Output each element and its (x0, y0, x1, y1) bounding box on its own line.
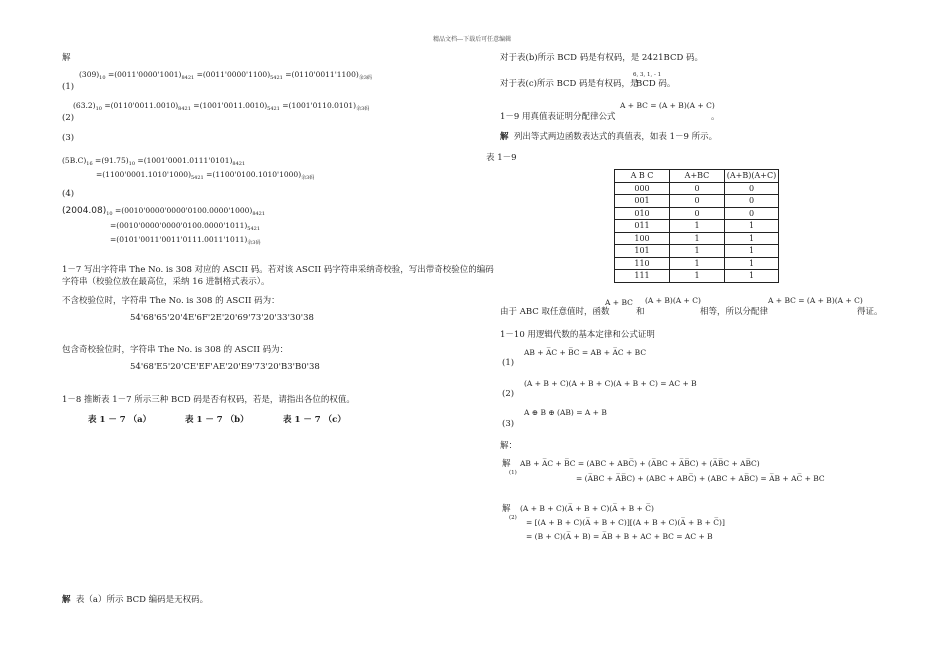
conclusion-equal: 相等，所以分配律 (700, 307, 769, 317)
table-1-7a-caption: 表 1 － 7 （a） (88, 415, 152, 425)
table-c-answer: 对于表(c)所示 BCD 码是有权码，是 (500, 79, 639, 89)
header-cell: A+BC (670, 170, 725, 183)
table-cell: 1 (670, 257, 725, 270)
solution-1-line2: = (A̅BC + A̅B̅C) + (ABC + ABC̅) + (ABC + AB̅C) = A̅B + AC̅ + BC (576, 474, 825, 483)
table-c-weights: 6, 3, 1, - 1 (633, 72, 662, 78)
table-cell: 0 (725, 182, 779, 195)
table-row (615, 245, 779, 258)
table-cell: 0 (725, 195, 779, 208)
table-row (615, 207, 779, 220)
table-cell: 001 (615, 195, 670, 208)
solution-1-10-label: 解： (500, 441, 518, 451)
table-row (615, 195, 779, 208)
table-cell: 101 (615, 245, 670, 258)
solution-2-label: 解 (502, 504, 511, 514)
table-cell: 111 (615, 270, 670, 283)
solution-1-subscript: (1) (509, 470, 517, 476)
table-cell: 1 (725, 232, 779, 245)
parity-label: 包含奇校验位时，字符串 The No. is 308 的 ASCII 码为： (62, 345, 289, 355)
problem-1-7-line1: 1－7 写出字符串 The No. is 308 对应的 ASCII 码。若对该 ASCII 码字符串采纳奇校验，写出带奇校验位的编码 (62, 265, 494, 275)
problem-1-10: 1－10 用逻辑代数的基本定律和公式证明 (500, 330, 655, 340)
item4-equation-line3: $=(0101'0011'0011'0111.0011'1011)_{余3码}$ (110, 235, 261, 246)
solution-1-9: 解 列出等式两边函数表达式的真值表，如表 1－9 所示。 (500, 132, 718, 142)
solution-1-line1: AB + A̅C + B̅C = (ABC + ABC̅) + (A̅BC + A̅B̅C) + (A̅B̅C + AB̅C) (520, 459, 760, 468)
conclusion-proved: 得证。 (857, 307, 883, 317)
equation-1-10-3: A ⊕ B ⊕ (AB) = A + B (524, 408, 607, 417)
distributive-formula: A + BC = (A + B)(A + C) (620, 101, 715, 110)
table-cell: 1 (725, 257, 779, 270)
page-header: 精品文档---下载后可任意编辑 (433, 36, 512, 43)
equation-1-10-1: AB + A̅C + B̅C = AB + A̅C + BC (524, 348, 647, 357)
equation-1-10-1-number: (1) (502, 358, 515, 368)
table-row (615, 257, 779, 270)
item4-equation-line1: $(2004.08)_{10} =(0010'0000'0000'0100.0000'1000)_{8421}$ (62, 206, 266, 217)
table-cell: 1 (670, 245, 725, 258)
conclusion-expr-a: A + BC (605, 298, 633, 307)
table-cell: 1 (725, 270, 779, 283)
item3-equation-line1: $(5B.C)_{16} =(91.75)_{10} =(1001'0001.0111'0101)_{8421}$ (62, 156, 246, 167)
conclusion-expr-b: (A + B)(A + C) (645, 296, 701, 305)
problem-1-8: 1－8 推断表 1－7 所示三种 BCD 码是否有权码，若是，请指出各位的权值。 (62, 395, 355, 405)
item2-number: (2) (62, 113, 75, 123)
table-1-9-label: 表 1－9 (486, 153, 517, 163)
conclusion-expr-c: A + BC = (A + B)(A + C) (768, 296, 863, 305)
table-cell: 0 (725, 207, 779, 220)
period: 。 (711, 112, 720, 122)
header-cell: (A+B)(A+C) (725, 170, 779, 183)
item4-equation-line2: $=(0010'0000'0000'0100.0000'1011)_{5421}$ (110, 221, 261, 232)
truth-table-header (615, 170, 779, 183)
item1-number: (1) (62, 82, 75, 92)
table-cell: 010 (615, 207, 670, 220)
item3-number: (3) (62, 133, 75, 143)
table-b-answer: 对于表(b)所示 BCD 码是有权码，是 2421BCD 码。 (500, 53, 703, 63)
header-cell: A B C (615, 170, 670, 183)
table-cell: 1 (670, 220, 725, 233)
conclusion-and: 和 (636, 307, 645, 317)
solution-1-label: 解 (502, 459, 511, 469)
table-cell: 1 (670, 232, 725, 245)
solution-2-line3: = (B + C)(A̅ + B) = A̅B + B + AC + BC = AC + B (526, 532, 713, 541)
no-parity-label: 不含校验位时，字符串 The No. is 308 的 ASCII 码为： (62, 296, 280, 306)
solution-label: 解 (62, 53, 71, 63)
no-parity-code: 54'68'65'20'4E'6F'2E'20'69'73'20'33'30'38 (130, 313, 314, 323)
solution-1-8: 解 表（a）所示 BCD 编码是无权码。 (62, 595, 209, 605)
equation-1-10-2: (A + B + C)(A + B + C)(A + B + C) = AC + B (524, 379, 697, 388)
table-1-7b-caption: 表 1 － 7 （b） (185, 415, 249, 425)
problem-1-7-line2: 字符串（校验位放在最高位，采纳 16 进制格式表示）。 (62, 277, 270, 287)
table-cell: 011 (615, 220, 670, 233)
table-cell: 110 (615, 257, 670, 270)
table-cell: 1 (725, 245, 779, 258)
table-row (615, 182, 779, 195)
equation-1-10-3-number: (3) (502, 419, 515, 429)
conclusion-text: 由于 ABC 取任意值时，函数 (500, 307, 610, 317)
item2-equation: $(63.2)_{10} =(0110'0011.0010)_{8421} =(1001'0011.0010)_{5421} =(1001'0110.0101)_{余3码}$ (73, 101, 370, 112)
table-cell: 000 (615, 182, 670, 195)
solution-2-subscript: (2) (509, 515, 517, 521)
table-cell: 1 (670, 270, 725, 283)
table-row (615, 232, 779, 245)
item3-equation-line2: $=(1100'0001.1010'1000)_{5421} =(1100'0100.1010'1000)_{余3码}$ (96, 170, 315, 181)
truth-table (614, 169, 779, 283)
solution-2-line1: (A + B + C)(A̅ + B + C)(A̅ + B + C̅) (520, 504, 654, 513)
table-cell: 1 (725, 220, 779, 233)
item1-equation: $(309)_{10} =(0011'0000'1001)_{8421} =(0011'0000'1100)_{5421} =(0110'0011'1100)_{余3码}$ (79, 70, 372, 81)
table-cell: 100 (615, 232, 670, 245)
table-row (615, 220, 779, 233)
table-1-7c-caption: 表 1 － 7 （c） (283, 415, 346, 425)
table-row (615, 270, 779, 283)
table-cell: 0 (670, 195, 725, 208)
item4-number: (4) (62, 189, 75, 199)
table-cell: 0 (670, 207, 725, 220)
parity-code: 54'68'E5'20'CE'EF'AE'20'E9'73'20'B3'B0'38 (130, 362, 320, 372)
equation-1-10-2-number: (2) (502, 389, 515, 399)
table-cell: 0 (670, 182, 725, 195)
table-c-answer-tail: BCD 码。 (636, 79, 676, 89)
solution-2-line2: = [(A + B + C)(A̅ + B + C)][(A + B + C)(A̅ + B + C̅)] (526, 518, 725, 527)
problem-1-9: 1－9 用真值表证明分配律公式 (500, 112, 616, 122)
